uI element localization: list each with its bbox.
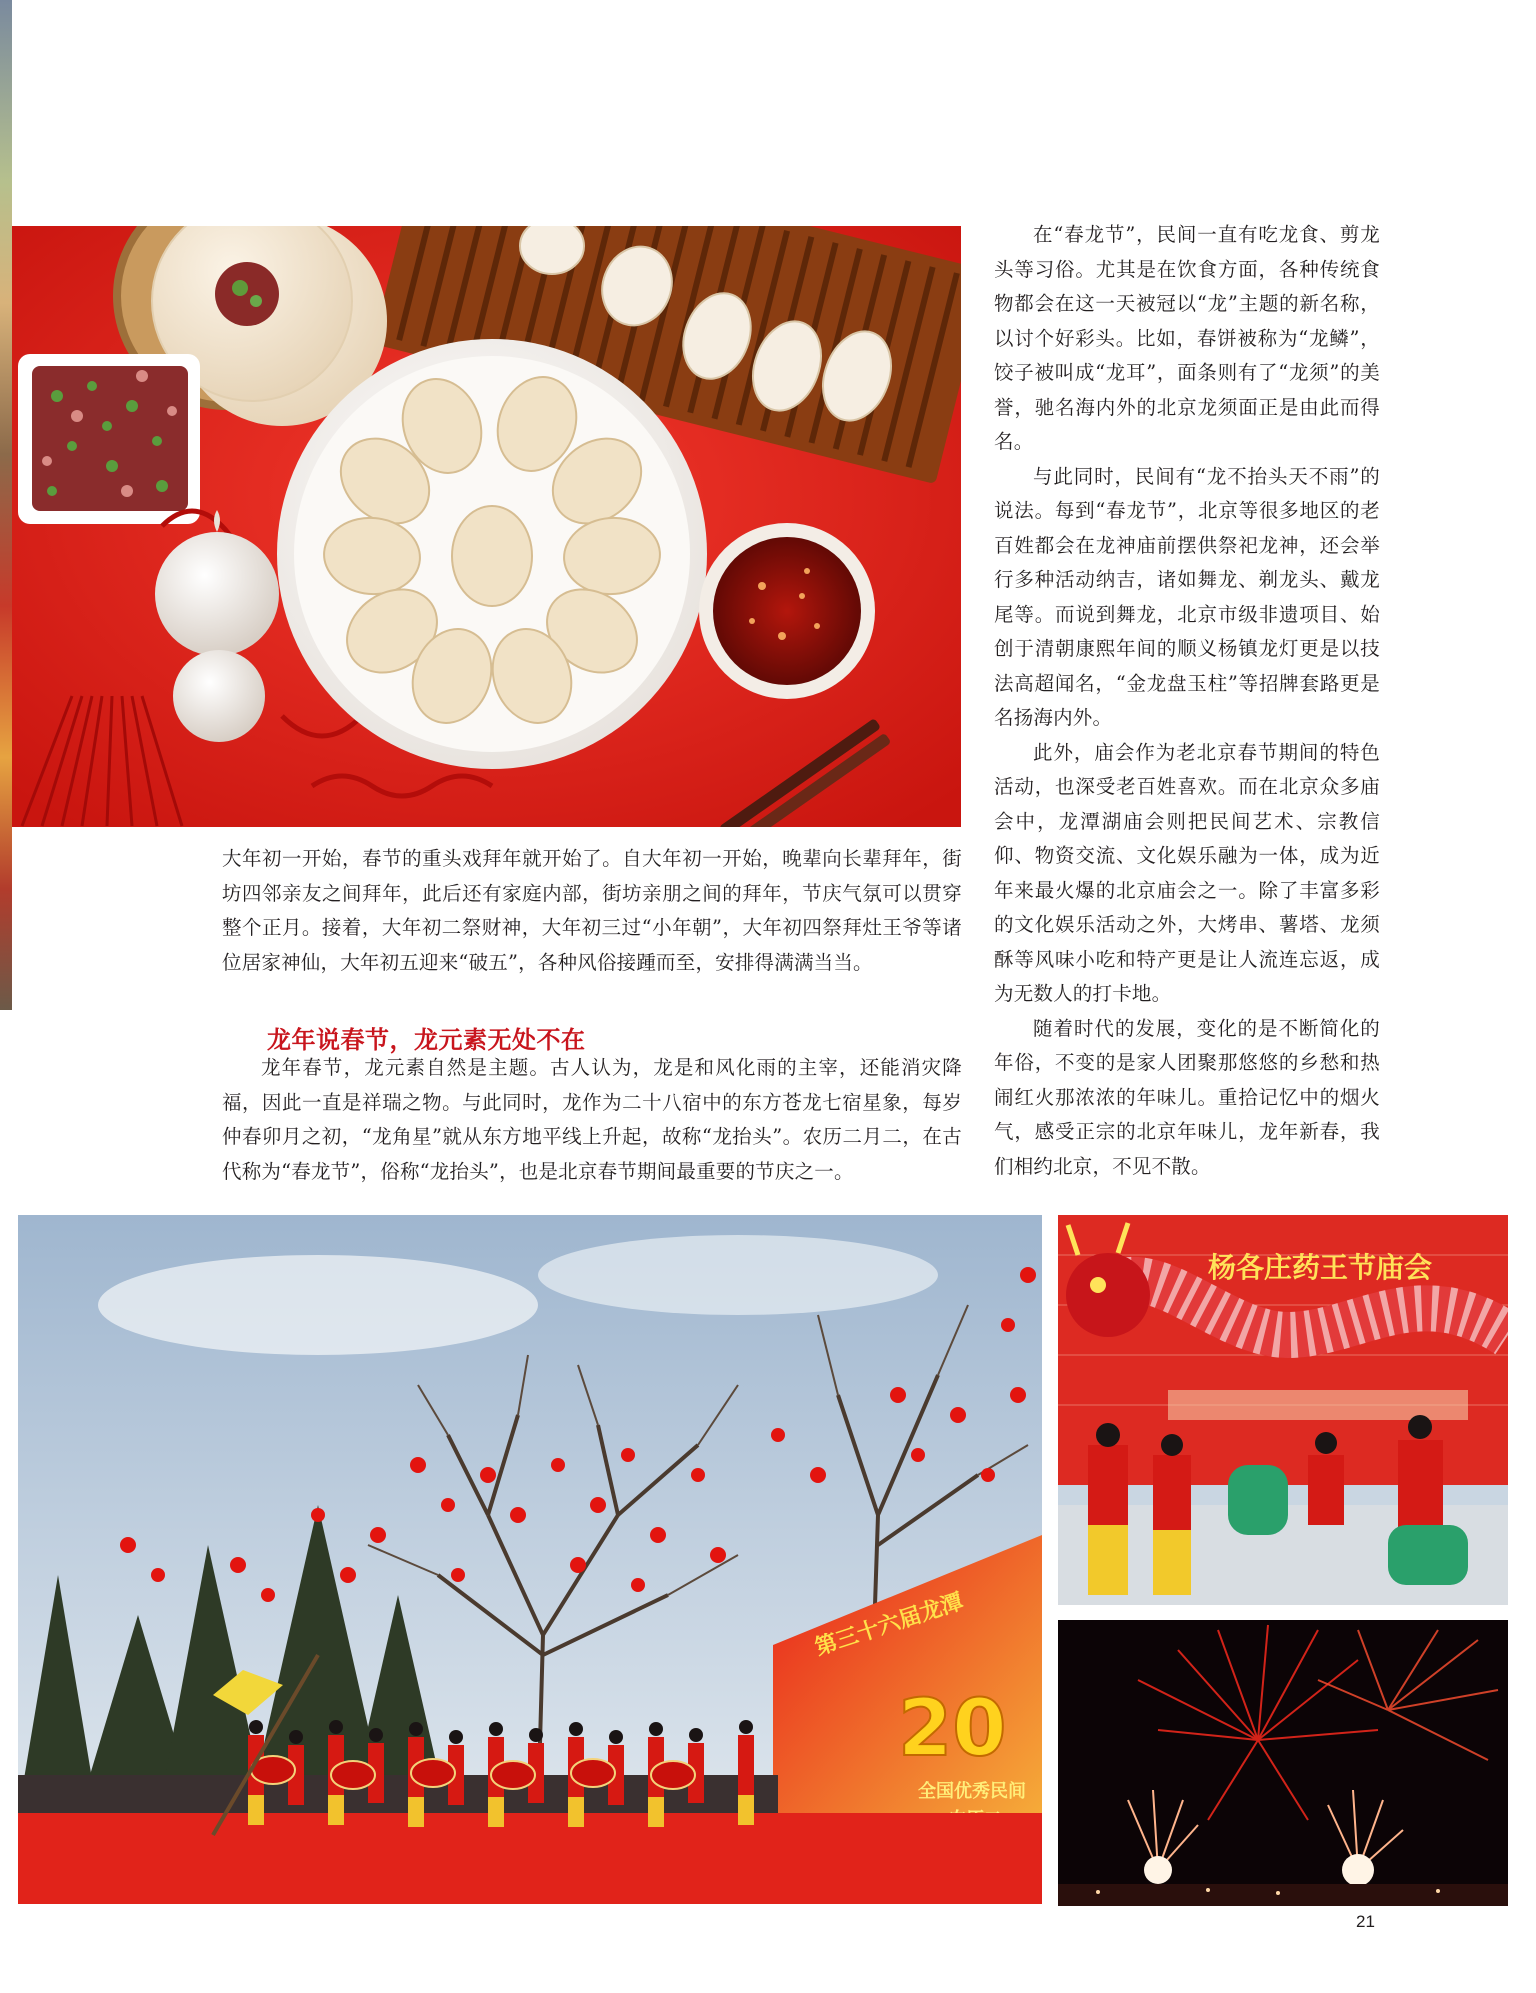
paragraph: 此外，庙会作为老北京春节期间的特色活动，也深受老百姓喜欢。而在北京众多庙会中，龙潭湖庙会则把民间艺术、宗教信仰、物资交流、文化娱乐融为一体，成为近年来最火爆的北京庙会之一。除了丰富多彩的文化娱乐活动之外，大烤串、薯塔、龙须酥等风味小吃和特产更是让人流连忘返，成为无数人的打卡地。 bbox=[994, 740, 1380, 1005]
dragon-dance-illustration bbox=[1058, 1215, 1508, 1605]
dumplings-illustration bbox=[12, 226, 961, 827]
dragon-dance-photo bbox=[1058, 1215, 1508, 1605]
paragraph: 与此同时，民间有“龙不抬头天不雨”的说法。每到“春龙节”，北京等很多地区的老百姓都会在龙神庙前摆供祭祀龙神，还会举行多种活动纳吉，诸如舞龙、剃龙头、戴龙尾等。而说到舞龙，北京市级非遗项目、始创于清朝康熙年间的顺义杨镇龙灯更是以技法高超闻名，“金龙盘玉柱”等招牌套路更是名扬海内外。 bbox=[994, 464, 1380, 729]
fair-banner-text: 杨各庄药王节庙会 bbox=[1208, 1251, 1433, 1284]
fireworks-photo bbox=[1058, 1620, 1508, 1906]
previous-page-edge bbox=[0, 0, 12, 1010]
paragraph: 随着时代的发展，变化的是不断简化的年俗，不变的是家人团聚那悠悠的乡愁和热闹红火那浓浓的年味儿。重拾记忆中的烟火气，感受正宗的北京年味儿，龙年新春，我们相约北京，不见不散。 bbox=[994, 1016, 1380, 1178]
dumplings-photo bbox=[12, 226, 961, 827]
right-column-text bbox=[994, 218, 1380, 1184]
section-heading: 龙年说春节，龙元素无处不在 bbox=[267, 1025, 586, 1054]
mid-paragraph-block bbox=[222, 842, 962, 980]
temple-fair-illustration bbox=[18, 1215, 1042, 1904]
page-number: 21 bbox=[1356, 1912, 1375, 1931]
stage-sign-text: 第三十六届龙潭 bbox=[812, 1589, 967, 1661]
fireworks-illustration bbox=[1058, 1620, 1508, 1906]
stage-sub-text: 全国优秀民间 bbox=[918, 1781, 1026, 1802]
paragraph: 龙年春节，龙元素自然是主题。古人认为，龙是和风化雨的主宰，还能消灾降福，因此一直是祥瑞之物。与此同时，龙作为二十八宿中的东方苍龙七宿星象，每岁仲春卯月之初，“龙角星”就从东方地平线上升起，故称“龙抬头”。农历二月二，在古代称为“春龙节”，俗称“龙抬头”，也是北京春节期间最重要的节庆之一。 bbox=[222, 1056, 962, 1183]
stage-year-text: 20 bbox=[898, 1684, 1007, 1774]
paragraph: 在“春龙节”，民间一直有吃龙食、剪龙头等习俗。尤其是在饮食方面，各种传统食物都会在这一天被冠以“龙”主题的新名称，以讨个好彩头。比如，春饼被称为“龙鳞”，饺子被叫成“龙耳”，面条则有了“龙须”的美誉，驰名海内外的北京龙须面正是由此而得名。 bbox=[994, 223, 1380, 453]
paragraph: 大年初一开始，春节的重头戏拜年就开始了。自大年初一开始，晚辈向长辈拜年，街坊四邻亲友之间拜年，此后还有家庭内部，街坊亲朋之间的拜年，节庆气氛可以贯穿整个正月。接着，大年初二祭财神，大年初三过“小年朝”，大年初四祭拜灶王爷等诸位居家神仙，大年初五迎来“破五”，各种风俗接踵而至，安排得满满当当。 bbox=[222, 847, 962, 974]
section-paragraph-block bbox=[222, 1051, 962, 1189]
temple-fair-photo bbox=[18, 1215, 1042, 1904]
